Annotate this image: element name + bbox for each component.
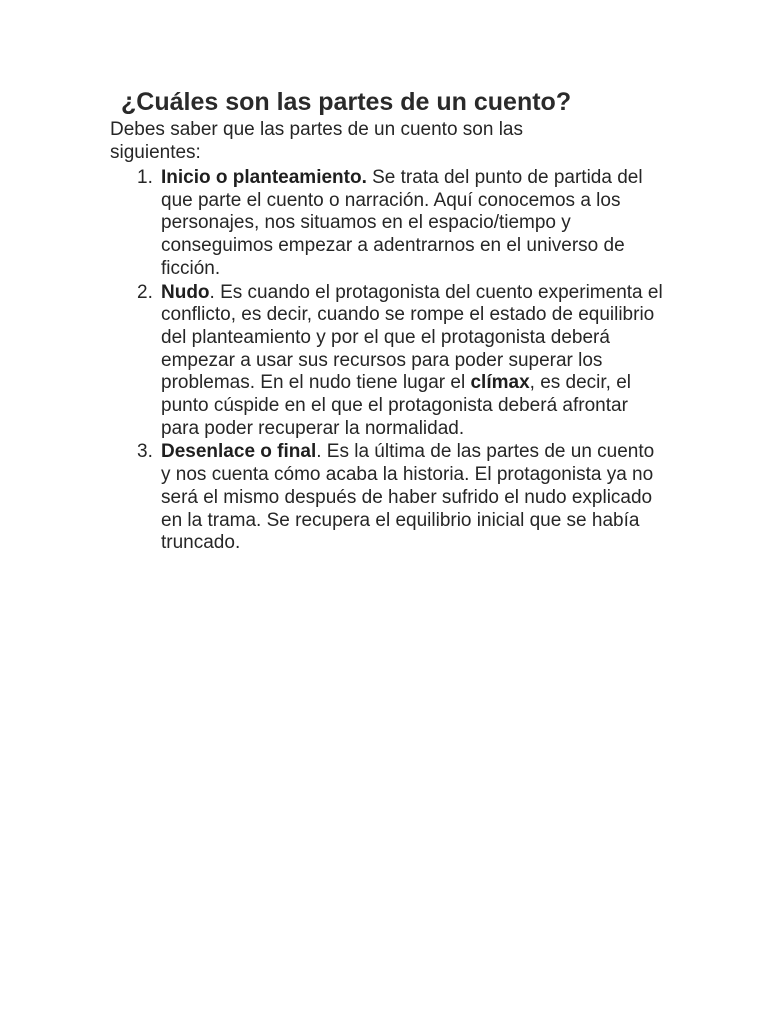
intro-paragraph: Debes saber que las partes de un cuento son las siguientes: xyxy=(110,119,523,163)
term-nudo: Nudo xyxy=(161,281,210,303)
item-text: Se trata del punto de partida del que parte el cuento o narración. Aquí conocemos a los personajes, nos situamos en el espacio/tiempo y conseguimos empezar a adentrarnos en el universo de ficción. xyxy=(161,167,643,279)
item-text: , es decir, el punto cúspide en el que el protagonista deberá afrontar para poder recuperar la normalidad. xyxy=(161,372,632,439)
term-climax: clímax xyxy=(470,372,530,394)
item-text: . Es cuando el protagonista del cuento experimenta el conflicto, es decir, cuando se rompe el estado de equilibrio del planteamiento y por el que el protagonista deberá empezar a usar sus recursos para poder superar los problemas. En el nudo tiene lugar el xyxy=(161,281,663,394)
item-text: . Es la última de las partes de un cuento y nos cuenta cómo acaba la historia. El protagonista ya no será el mismo después de haber sufrido el nudo explicado en la trama. Se recupera el equilibrio inicial que se había truncado. xyxy=(161,441,655,554)
term-desenlace: Desenlace o final xyxy=(161,441,317,463)
parts-list xyxy=(137,167,667,556)
list-number: 2. xyxy=(137,281,153,303)
page-title: ¿Cuáles son las partes de un cuento? xyxy=(121,88,572,116)
term-inicio: Inicio o planteamiento. xyxy=(161,167,367,188)
list-number: 1. xyxy=(137,167,153,188)
list-item-inicio xyxy=(137,167,667,281)
list-item-desenlace xyxy=(137,441,667,555)
list-item-nudo xyxy=(137,282,667,441)
list-number: 3. xyxy=(137,441,153,463)
